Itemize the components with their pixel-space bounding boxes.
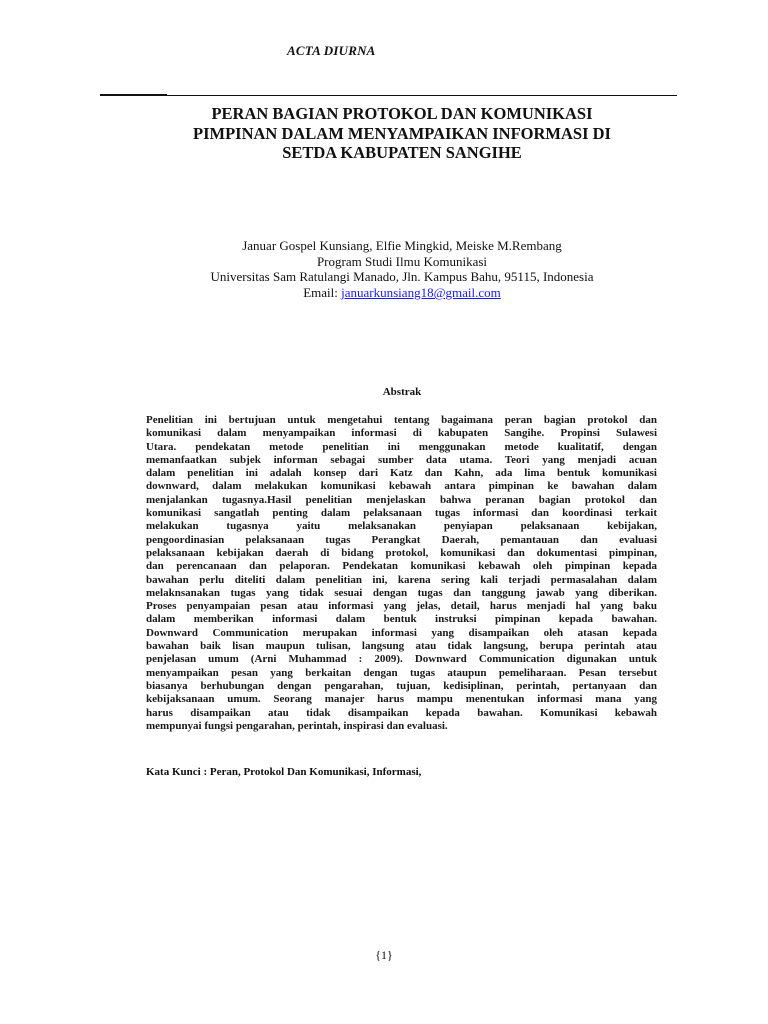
abstract-line: Proses penyampaian pesan atau informasi yang jelas, detail, harus menjadi hal yang baku xyxy=(146,600,657,613)
page-number: {1} xyxy=(375,948,393,962)
abstract-body xyxy=(146,414,657,733)
abstract-line: Utara. pendekatan metode penelitian ini menggunakan metode kualitatif, dengan xyxy=(146,440,657,453)
abstract-line: biasanya berhubungan dengan pengarahan, tujuan, kedisiplinan, perintah, pertanyaan dan xyxy=(146,679,657,692)
author-email-line xyxy=(150,285,654,301)
abstract-line: melakukan tugasnya yaitu melaksanakan penyiapan pelaksanaan kebijakan, xyxy=(146,520,657,533)
keywords: Kata Kunci : Peran, Protokol Dan Komunikasi, Informasi, xyxy=(146,766,422,778)
author-block xyxy=(150,238,654,301)
abstract-line: komunikasi sangatlah penting dalam pelaksanaan tugas informasi dan koordinasi terkait xyxy=(146,507,657,520)
abstract-line: harus disampaikan atau tidak disampaikan kepada bawahan. Komunikasi kebawah xyxy=(146,706,657,719)
abstract-line: dan perencanaan dan pelaporan. Pendekatan komunikasi kebawah oleh pimpinan kepada xyxy=(146,560,657,573)
email-label: Email: xyxy=(303,285,342,301)
abstract-line: melaknsanakan tugas yang tidak sesuai dengan tugas dan tanggung jawab yang diberikan. xyxy=(146,586,657,599)
abstract-line: pengoordinasian pelaksanaan tugas Perangkat Daerah, pemantauan dan evaluasi xyxy=(146,533,657,546)
header-rule xyxy=(167,95,677,96)
abstract-line: dalam penelitian ini adalah konsep dari Katz dan Kahn, ada lima bentuk komunikasi xyxy=(146,467,657,480)
abstract-line: bawahan baik lisan maupun tulisan, langsung atau tidak langsung, berupa perintah atau xyxy=(146,640,657,653)
abstract-line: Penelitian ini bertujuan untuk mengetahui tentang bagaimana peran bagian protokol dan xyxy=(146,414,657,426)
author-program: Program Studi Ilmu Komunikasi xyxy=(316,253,488,269)
abstract-heading: Abstrak xyxy=(382,386,422,398)
abstract-line: pelaksanaan kebijakan daerah di bidang protokol, komunikasi dan dokumentasi pimpinan, xyxy=(146,546,657,559)
abstract-line: mempunyai fungsi pengarahan, perintah, inspirasi dan evaluasi. xyxy=(146,719,448,732)
abstract-line: kebijaksanaan umum. Seorang manajer harus mampu menentukan informasi mana yang xyxy=(146,693,657,706)
abstract-line: memanfaatkan subjek informan sebagai sumber data utama. Teori yang menjadi acuan xyxy=(146,453,657,466)
abstract-line: komunikasi dalam menyampaikan informasi di kabupaten Sangihe. Propinsi Sulawesi xyxy=(146,427,657,440)
abstract-line: penjelasan umum (Arni Muhammad : 2009). Downward Communication digunakan untuk xyxy=(146,653,657,666)
author-affiliation: Universitas Sam Ratulangi Manado, Jln. Kampus Bahu, 95115, Indonesia xyxy=(210,269,594,285)
abstract-line: bawahan perlu diteliti dalam penelitian ini, karena sering kali terjadi permasalahan dalam xyxy=(146,573,657,586)
abstract-line: dalam memberikan informasi dalam bentuk instruksi pimpinan kepada bawahan. xyxy=(146,613,657,626)
email-link[interactable]: januarkunsiang18@gmail.com xyxy=(341,285,501,301)
abstract-line: Downward Communication merupakan informasi yang disampaikan oleh atasan kepada xyxy=(146,626,657,639)
journal-name: ACTA DIURNA xyxy=(287,43,376,58)
title-line-1: PERAN BAGIAN PROTOKOL DAN KOMUNIKASI xyxy=(211,104,593,123)
abstract-line: menyampaikan pesan yang berkaitan dengan tugas ataupun pemeliharaan. Pesan tersebut xyxy=(146,666,657,679)
abstract-line: menjalankan tugasnya.Hasil penelitian menjelaskan bahwa peranan bagian protokol dan xyxy=(146,493,657,506)
paper-title xyxy=(150,104,654,163)
abstract-line: downward, dalam melakukan komunikasi kebawah antara pimpinan ke bawahan dalam xyxy=(146,480,657,493)
title-line-2: PIMPINAN DALAM MENYAMPAIKAN INFORMASI DI xyxy=(193,123,611,143)
author-names: Januar Gospel Kunsiang, Elfie Mingkid, Meiske M.Rembang xyxy=(242,238,562,253)
header-rule-thick xyxy=(100,94,167,96)
title-line-3: SETDA KABUPATEN SANGIHE xyxy=(282,143,522,162)
